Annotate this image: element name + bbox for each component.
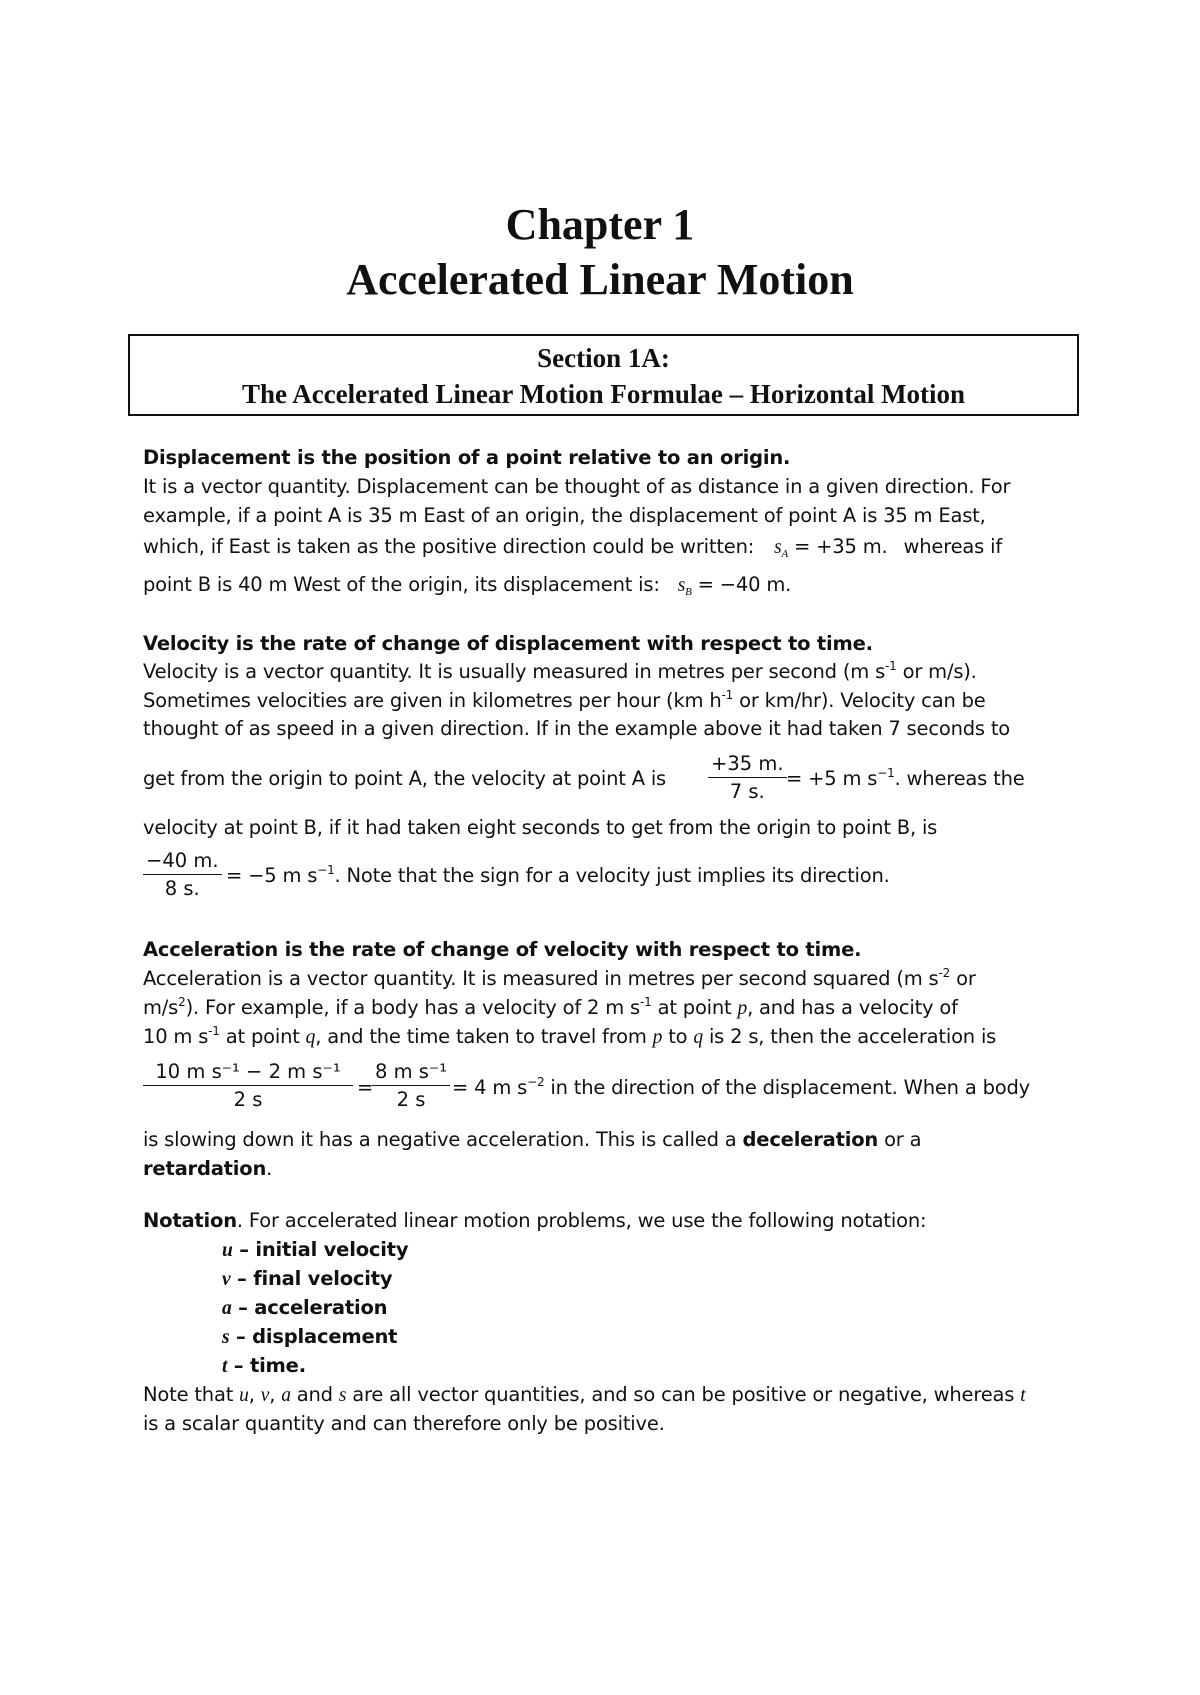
numerator: −40 m. [143, 849, 222, 875]
result: = +5 m s [786, 767, 878, 790]
equals-sign: = [357, 1076, 374, 1099]
velocity-heading: Velocity is the rate of change of displacement with respect to time. [143, 632, 873, 655]
text: is 2 s, then the acceleration is [702, 1025, 997, 1048]
displacement-b-formula [678, 573, 791, 596]
symbol-s: s [677, 575, 686, 596]
term-deceleration: deceleration [742, 1128, 879, 1151]
text: Velocity is a vector quantity. It is usually measured in metres per second (m s [143, 660, 886, 683]
velocity-line-3: thought of as speed in a given direction. If in the example above it had taken 7 seconds to [143, 717, 1011, 740]
text: which, if East is taken as the positive direction could be written: [143, 535, 755, 558]
notation-item [222, 1238, 408, 1263]
text: or m/s). [896, 660, 977, 683]
symbol: a [222, 1298, 232, 1319]
text: and [290, 1383, 339, 1406]
value: = +35 m. [788, 535, 888, 558]
acceleration-line-4 [452, 1076, 1030, 1100]
displacement-a-formula [774, 535, 887, 558]
notation-intro [143, 1209, 926, 1233]
acceleration-line-5 [143, 1128, 921, 1152]
fraction-acceleration-2 [372, 1060, 450, 1112]
text: . For accelerated linear motion problems, we use the following notation: [236, 1209, 927, 1232]
value: = −40 m. [691, 573, 792, 596]
notation-note-line-2: is a scalar quantity and can therefore only be positive. [143, 1412, 665, 1435]
text: , and the time taken to travel from [315, 1025, 653, 1048]
displacement-line-3 [143, 535, 1002, 560]
symbol-p: p [652, 1027, 663, 1048]
velocity-line-4b [786, 767, 1025, 791]
acceleration-line-2 [143, 996, 958, 1021]
velocity-line-6 [226, 864, 890, 888]
text: at point [651, 996, 738, 1019]
text: ). For example, if a body has a velocity of 2 m s [185, 996, 640, 1019]
chapter-title: Accelerated Linear Motion [346, 255, 854, 304]
symbol-v: v [260, 1385, 270, 1406]
text: in the direction of the displacement. When a body [544, 1076, 1031, 1099]
text: . whereas the [894, 767, 1025, 790]
displacement-line-1: It is a vector quantity. Displacement can be thought of as distance in a given direction. For [143, 475, 1011, 498]
text: Note that [143, 1383, 240, 1406]
acceleration-heading: Acceleration is the rate of change of velocity with respect to time. [143, 938, 862, 961]
numerator: +35 m. [708, 752, 787, 778]
fraction-velocity-a [708, 752, 787, 804]
text: or km/hr). Velocity can be [733, 689, 986, 712]
displacement-line-4 [143, 573, 791, 598]
displacement-heading: Displacement is the position of a point relative to an origin. [143, 446, 791, 469]
text: . Note that the sign for a velocity just implies its direction. [334, 864, 890, 887]
description: – time. [227, 1354, 306, 1377]
text: are all vector quantities, and so can be positive or negative, whereas [346, 1383, 1021, 1406]
notation-item [222, 1325, 397, 1350]
superscript: -1 [885, 659, 897, 673]
velocity-line-1 [143, 660, 977, 684]
velocity-line-4a: get from the origin to point A, the velocity at point A is [143, 767, 667, 790]
notation-note-line-1 [143, 1383, 1025, 1408]
subscript-a: A [781, 548, 789, 560]
description: – initial velocity [232, 1238, 409, 1261]
displacement-line-2: example, if a point A is 35 m East of an origin, the displacement of point A is 35 m East, [143, 504, 986, 527]
text: 10 m s [143, 1025, 209, 1048]
acceleration-line-3 [143, 1025, 996, 1050]
text: or [950, 967, 976, 990]
acceleration-line-6 [143, 1157, 272, 1181]
description: – final velocity [230, 1267, 393, 1290]
numerator: 8 m s⁻¹ [372, 1060, 450, 1086]
superscript: −1 [317, 863, 335, 877]
text: , [248, 1383, 261, 1406]
symbol-q: q [693, 1027, 703, 1048]
text: m/s [143, 996, 179, 1019]
superscript: -1 [721, 688, 734, 702]
text: or a [878, 1128, 922, 1151]
text: to [662, 1025, 694, 1048]
text: Acceleration is a vector quantity. It is measured in metres per second squared (m s [143, 967, 939, 990]
text: , [269, 1383, 282, 1406]
denominator: 2 s [233, 1088, 263, 1111]
text: at point [219, 1025, 306, 1048]
result: = 4 m s [452, 1076, 528, 1099]
symbol: s [222, 1327, 230, 1348]
subscript-b: B [685, 586, 692, 598]
fraction-acceleration-1 [143, 1060, 353, 1112]
chapter-number: Chapter 1 [505, 200, 695, 249]
denominator: 7 s. [729, 780, 765, 803]
notation-item [222, 1296, 387, 1321]
section-title: The Accelerated Linear Motion Formulae – Horizontal Motion [241, 379, 966, 409]
fraction-velocity-b [143, 849, 222, 901]
denominator: 2 s [396, 1088, 426, 1111]
symbol: v [222, 1269, 231, 1290]
symbol-q: q [305, 1027, 316, 1048]
symbol-p: p [737, 998, 748, 1019]
symbol-s: s [774, 537, 782, 558]
result: = −5 m s [226, 864, 318, 887]
symbol-a: a [281, 1385, 291, 1406]
section-label: Section 1A: [537, 343, 670, 373]
notation-label: Notation [143, 1209, 237, 1232]
text: Sometimes velocities are given in kilometres per hour (km h [143, 689, 722, 712]
symbol-t: t [1020, 1385, 1026, 1406]
superscript: -1 [208, 1024, 220, 1038]
term-retardation: retardation [143, 1157, 267, 1180]
text: point B is 40 m West of the origin, its displacement is: [143, 573, 660, 596]
text: whereas if [903, 535, 1002, 558]
superscript: -1 [640, 995, 652, 1009]
superscript: -2 [938, 966, 951, 980]
velocity-line-2 [143, 689, 986, 713]
symbol-s: s [338, 1385, 347, 1406]
text: , and has a velocity of [747, 996, 958, 1019]
superscript: −2 [527, 1075, 545, 1089]
description: – acceleration [231, 1296, 388, 1319]
text: is slowing down it has a negative acceleration. This is called a [143, 1128, 743, 1151]
text: . [266, 1157, 273, 1180]
symbol: u [222, 1240, 233, 1261]
notation-item [222, 1267, 392, 1292]
superscript: 2 [178, 995, 186, 1009]
description: – displacement [229, 1325, 398, 1348]
velocity-line-5: velocity at point B, if it had taken eight seconds to get from the origin to point B, is [143, 816, 938, 839]
section-box [128, 334, 1079, 416]
acceleration-line-1 [143, 967, 976, 991]
numerator: 10 m s⁻¹ − 2 m s⁻¹ [143, 1060, 353, 1086]
denominator: 8 s. [164, 877, 200, 900]
notation-item [222, 1354, 306, 1379]
symbol: t [222, 1356, 228, 1377]
symbol-u: u [239, 1385, 249, 1406]
superscript: −1 [877, 766, 895, 780]
